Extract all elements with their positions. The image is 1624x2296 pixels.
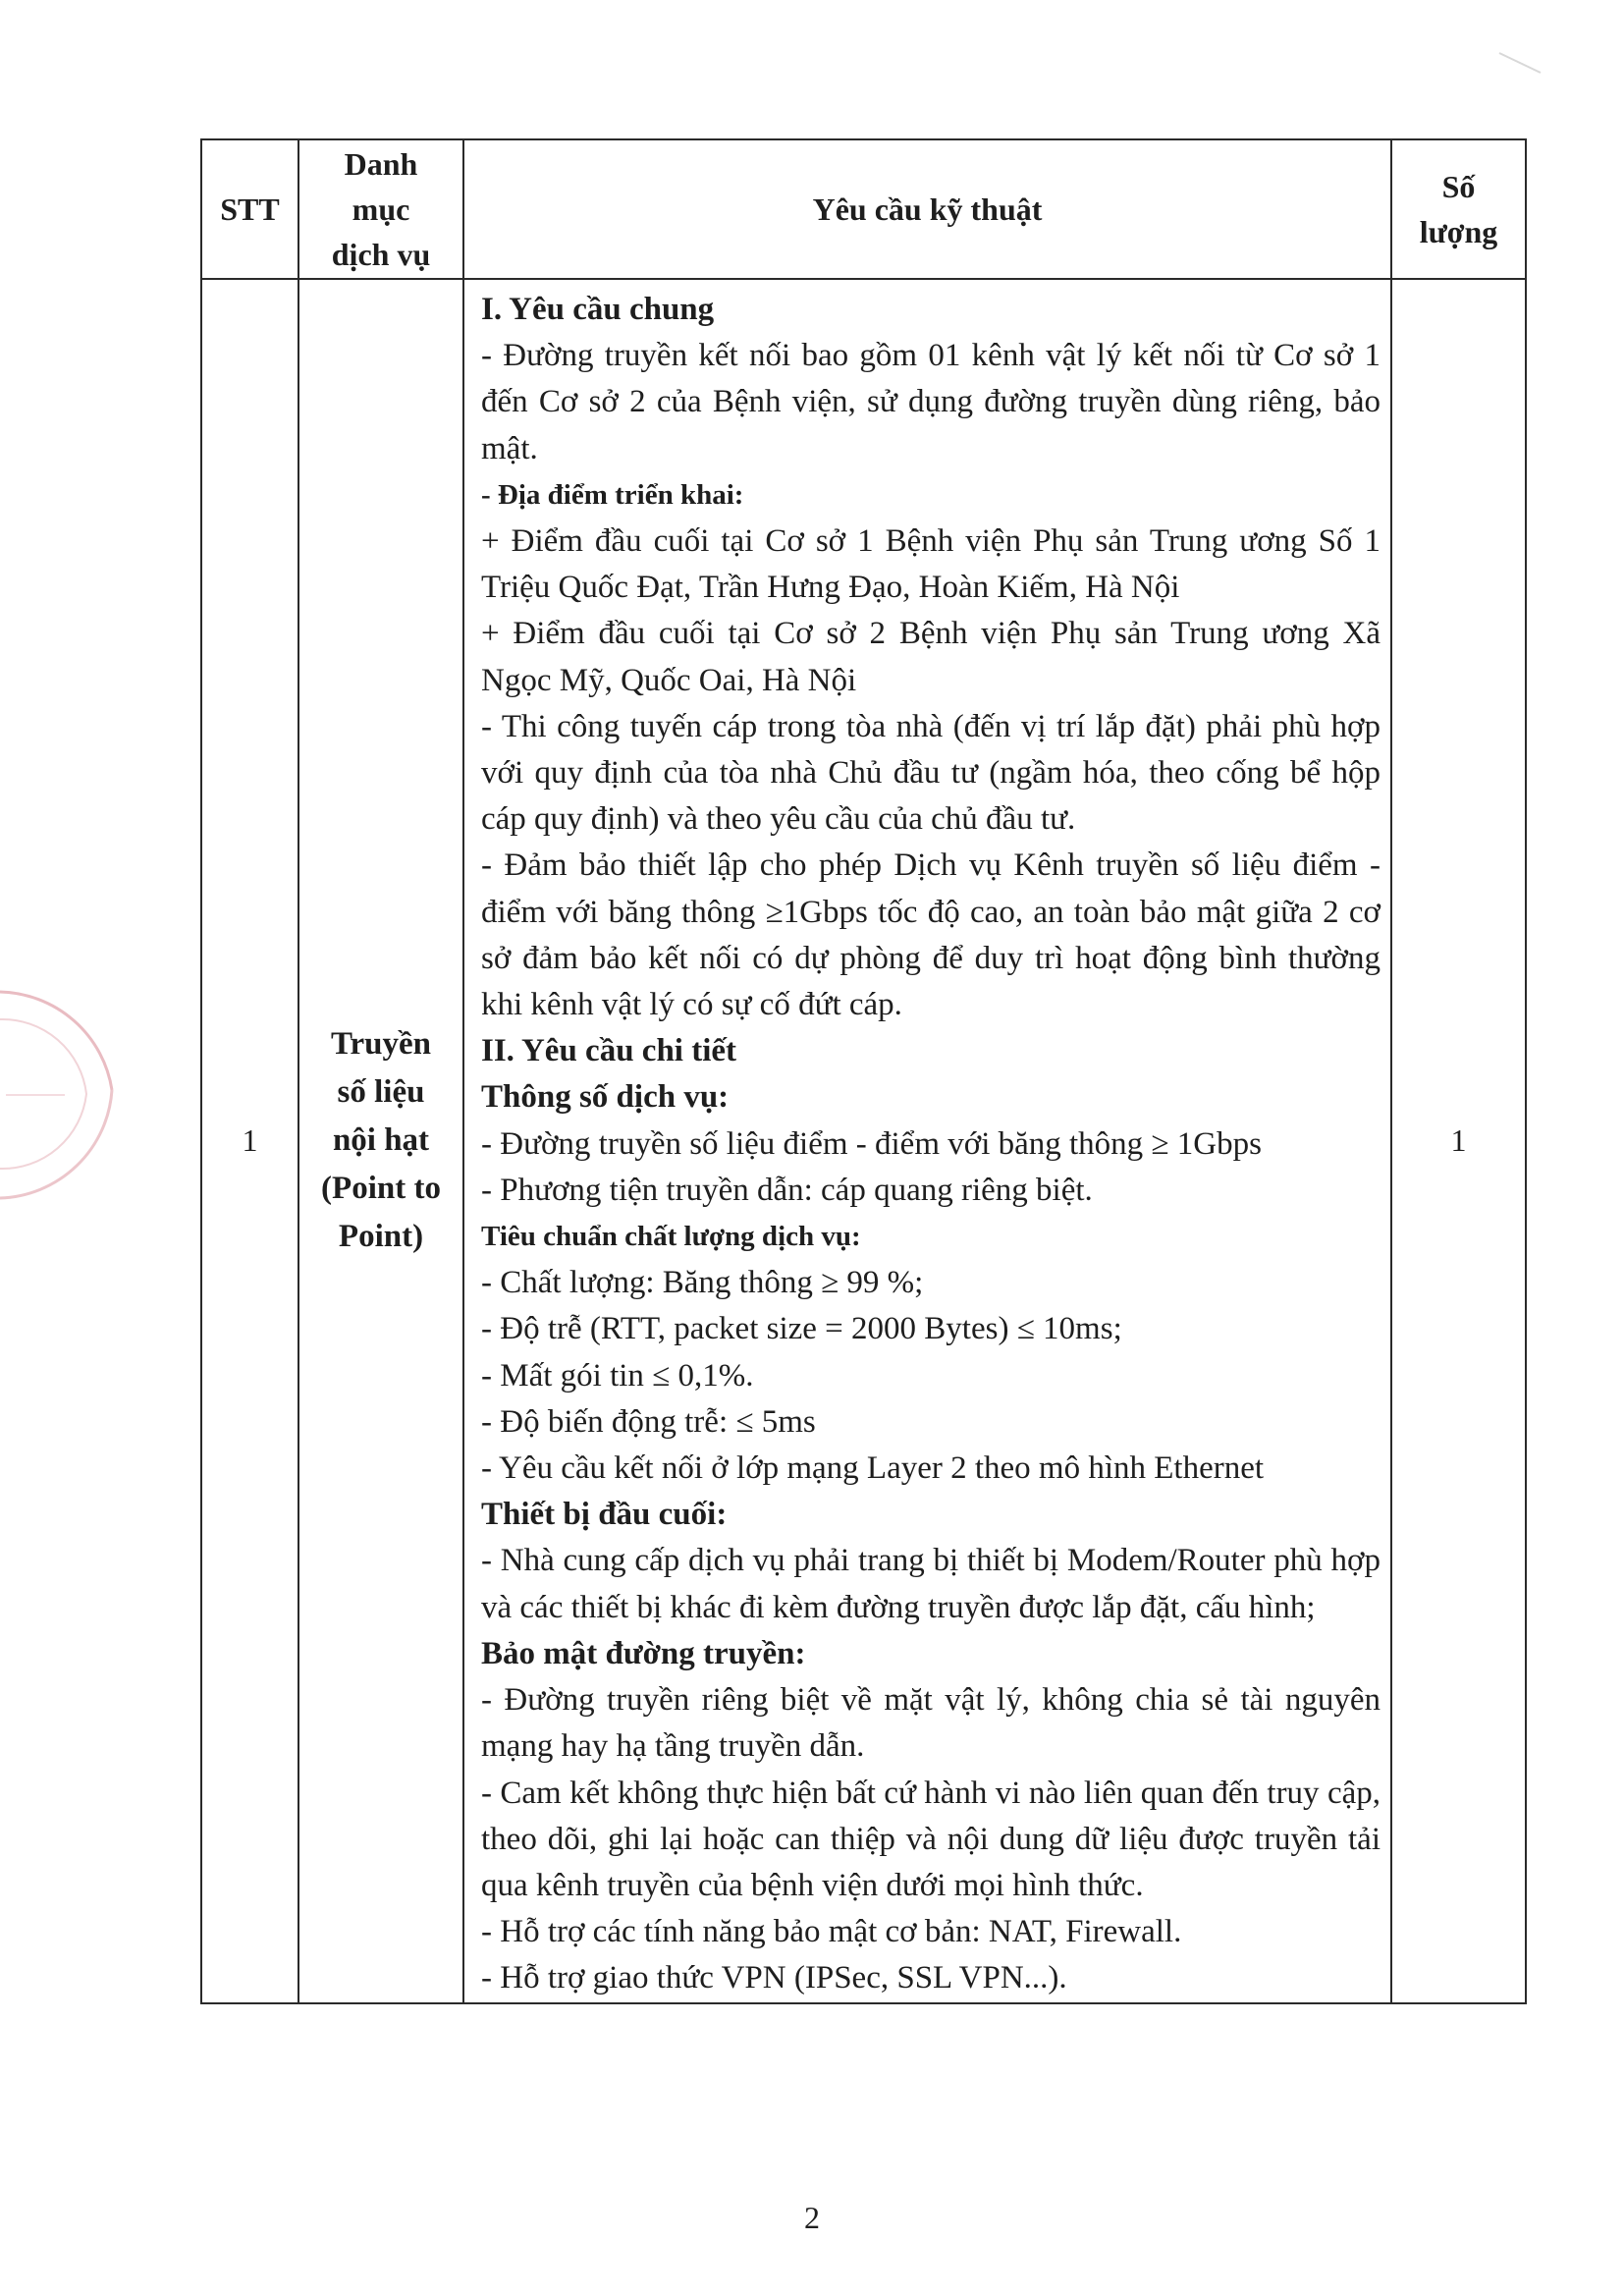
requirement-item: - Đường truyền kết nối bao gồm 01 kênh vật lý kết nối từ Cơ sở 1 đến Cơ sở 2 của Bệnh viện, sử dụng đường truyền dùng riêng, bảo mật. [481,338,1380,466]
requirement-item: - Mất gói tin ≤ 0,1%. [481,1357,754,1394]
page-number: 2 [804,2200,820,2235]
service-name-line: nội hạt [332,1122,430,1159]
requirement-item: + Điểm đầu cuối tại Cơ sở 2 Bệnh viện Phụ sản Trung ương Xã Ngọc Mỹ, Quốc Oai, Hà Nội [481,616,1380,698]
requirement-item: - Hỗ trợ các tính năng bảo mật cơ bản: NAT, Firewall. [481,1914,1182,1950]
header-technical-requirements: Yêu cầu kỹ thuật [463,139,1391,279]
requirements-list [481,287,1380,2002]
service-name-line: (Point to [321,1171,441,1207]
requirement-item: - Phương tiện truyền dẫn: cáp quang riêng biệt. [481,1172,1093,1208]
requirement-heading: I. Yêu cầu chung [481,292,715,327]
header-service-category [298,139,463,279]
service-name-line: Point) [338,1219,424,1255]
header-quantity [1391,139,1526,279]
requirement-heading: II. Yêu cầu chi tiết [481,1033,737,1069]
table-header-row [201,139,1526,279]
technical-requirements-table [200,138,1527,2004]
requirement-item: - Nhà cung cấp dịch vụ phải trang bị thiết bị Modem/Router phù hợp và các thiết bị khác đi kèm đường truyền được lắp đặt, cấu hình; [481,1543,1380,1625]
requirement-item: - Cam kết không thực hiện bất cứ hành vi nào liên quan đến truy cập, theo dõi, ghi lại hoặc can thiệp và nội dung dữ liệu được truyền tải qua kênh truyền của bệnh viện dưới mọi hình thức. [481,1775,1380,1903]
requirement-heading: Thiết bị đầu cuối: [481,1497,728,1533]
row-service-name [298,279,463,2003]
requirement-item: - Thi công tuyến cáp trong tòa nhà (đến vị trí lắp đặt) phải phù hợp với quy định của tòa nhà Chủ đầu tư (ngầm hóa, theo cống bể hộp cáp quy định) và theo yêu cầu của chủ đầu tư. [481,708,1380,838]
header-quantity-line: Số [1441,169,1476,204]
requirement-heading: Bảo mật đường truyền: [481,1635,806,1671]
requirement-item: - Hỗ trợ giao thức VPN (IPSec, SSL VPN...). [481,1960,1067,1996]
requirement-heading: Tiêu chuẩn chất lượng dịch vụ: [481,1221,861,1253]
row-stt: 1 [201,279,298,2003]
requirement-heading: - Địa điểm triển khai: [481,478,744,511]
header-service-line: dịch vụ [331,237,431,272]
service-name-line: Truyền [330,1026,432,1063]
requirement-heading: Thông số dịch vụ: [481,1079,730,1116]
requirement-item: - Độ trễ (RTT, packet size = 2000 Bytes) ≤ 10ms; [481,1311,1122,1347]
requirement-item: - Độ biến động trễ: ≤ 5ms [481,1403,816,1440]
row-requirements [463,279,1391,2003]
requirement-item: - Đường truyền số liệu điểm - điểm với băng thông ≥ 1Gbps [481,1125,1262,1162]
header-service-line: Danh [344,146,418,182]
row-quantity: 1 [1391,279,1526,2003]
requirement-item: + Điểm đầu cuối tại Cơ sở 1 Bệnh viện Phụ sản Trung ương Số 1 Triệu Quốc Đạt, Trần Hưng Đạo, Hoàn Kiếm, Hà Nội [481,523,1380,606]
header-stt: STT [201,139,298,279]
requirement-item: - Chất lượng: Băng thông ≥ 99 %; [481,1265,924,1301]
header-service-line: mục [352,191,410,227]
requirement-item: - Đảm bảo thiết lập cho phép Dịch vụ Kênh truyền số liệu điểm - điểm với băng thông ≥1Gbps tốc độ cao, an toàn bảo mật giữa 2 cơ sở đảm bảo kết nối có dự phòng để duy trì hoạt động bình thường khi kênh vật lý có sự cố đứt cáp. [481,847,1380,1023]
table-row [201,279,1526,2003]
requirement-item: - Yêu cầu kết nối ở lớp mạng Layer 2 theo mô hình Ethernet [481,1450,1265,1487]
scan-mark [1497,49,1556,79]
header-quantity-line: lượng [1419,214,1498,249]
service-name-line: số liệu [337,1074,425,1111]
requirement-item: - Đường truyền riêng biệt về mặt vật lý, không chia sẻ tài nguyên mạng hay hạ tầng truyền dẫn. [481,1682,1380,1765]
stamp-seal [0,972,122,1218]
